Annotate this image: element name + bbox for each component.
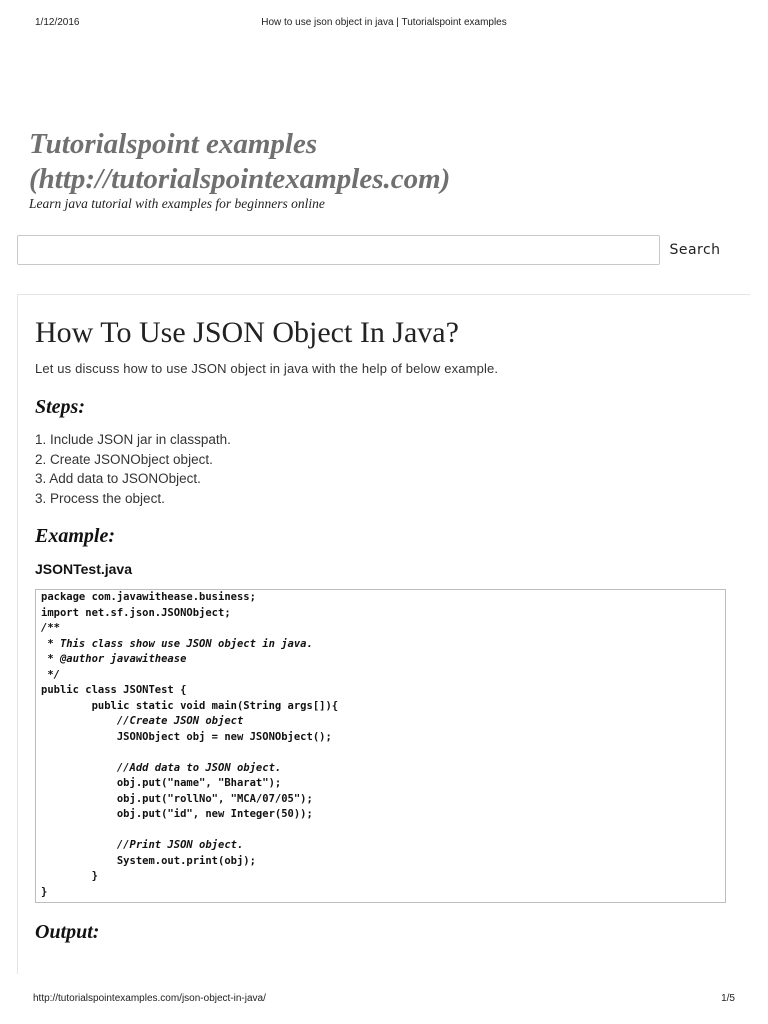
list-item: 2. Create JSONObject object. (35, 451, 213, 467)
file-name: JSONTest.java (35, 561, 133, 577)
code-line: //Create JSON object (41, 715, 244, 727)
example-heading: Example: (35, 525, 115, 547)
code-line (41, 745, 725, 761)
code-line: import net.sf.json.JSONObject; (41, 606, 231, 619)
print-url: http://tutorialspointexamples.com/json-object-in-java/ (33, 993, 266, 1004)
output-heading: Output: (35, 921, 100, 943)
article-intro: Let us discuss how to use JSON object in java with the help of below example. (35, 361, 499, 376)
search-input[interactable] (17, 235, 660, 265)
list-item: 3. Add data to JSONObject. (35, 471, 201, 486)
code-line: * @author javawithease (41, 653, 187, 665)
code-line: * This class show use JSON object in java. (41, 637, 313, 650)
code-line: */ (41, 668, 60, 681)
code-line: obj.put("id", new Integer(50)); (41, 808, 313, 820)
code-line: //Print JSON object. (41, 839, 244, 851)
code-line: //Add data to JSON object. (41, 761, 282, 774)
article-title: How To Use JSON Object In Java? (35, 316, 459, 349)
site-description: Learn java tutorial with examples for beginners online (29, 196, 325, 211)
code-line: obj.put("rollNo", "MCA/07/05"); (41, 792, 313, 805)
list-item: 1. Include JSON jar in classpath. (35, 432, 231, 447)
code-line: JSONObject obj = new JSONObject(); (41, 730, 332, 743)
code-line: obj.put("name", "Bharat"); (41, 777, 282, 789)
site-title-line1: Tutorialspoint examples (29, 128, 318, 160)
print-header (0, 17, 768, 31)
steps-heading: Steps: (35, 396, 85, 418)
print-footer (0, 993, 768, 1007)
steps-list (35, 430, 231, 508)
code-line: public class JSONTest { (41, 684, 187, 696)
print-page-title: How to use json object in java | Tutorialspoint examples (261, 17, 507, 28)
code-line: } (41, 870, 98, 882)
code-line (41, 823, 725, 839)
page-number: 1/5 (721, 993, 735, 1004)
code-block (35, 589, 726, 903)
code-line: /** (41, 622, 60, 634)
print-date: 1/12/2016 (35, 17, 80, 28)
code-line: } (41, 885, 48, 898)
site-title[interactable] (29, 127, 729, 197)
list-item: 3. Process the object. (35, 490, 165, 506)
code-line: System.out.print(obj); (41, 854, 256, 867)
code-line: package com.javawithease.business; (41, 591, 256, 603)
search-button[interactable]: Search (664, 235, 726, 265)
site-title-line2: (http://tutorialspointexamples.com) (29, 163, 451, 195)
code-line: public static void main(String args[]){ (41, 699, 339, 712)
